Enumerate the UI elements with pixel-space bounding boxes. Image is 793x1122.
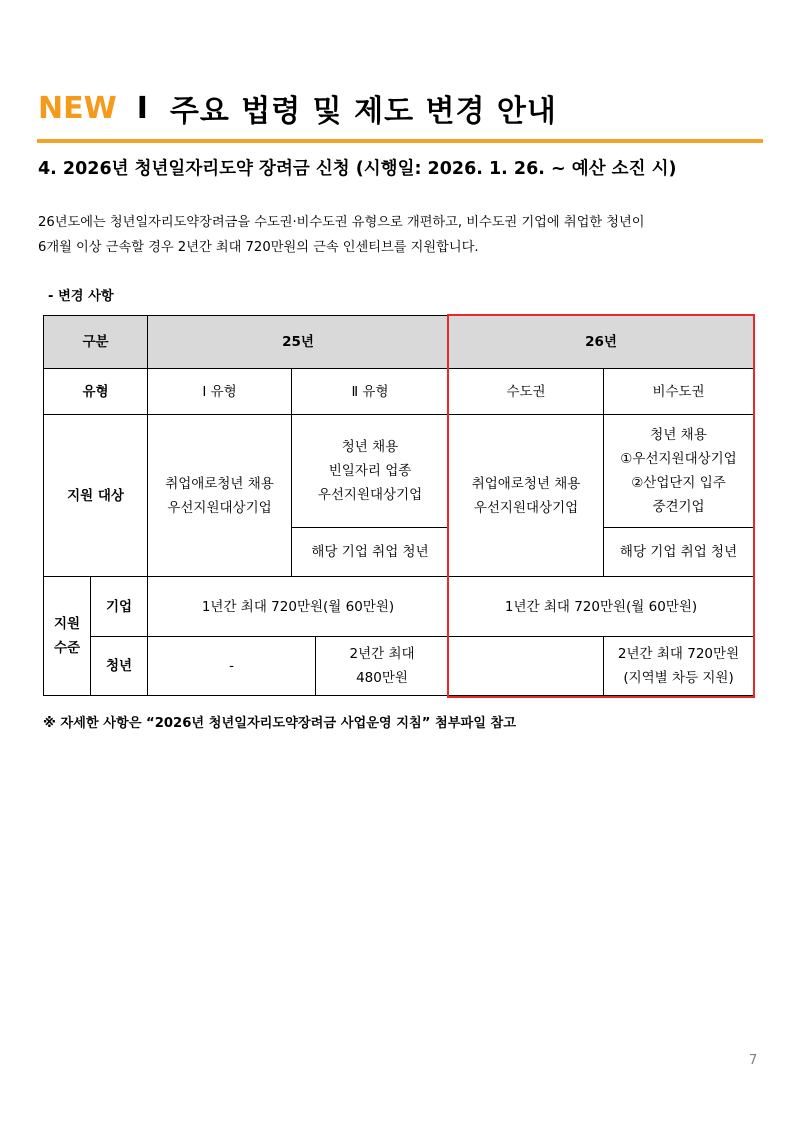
comparison-table — [43, 315, 754, 696]
type-metro: 수도권 — [449, 369, 604, 415]
youth-label: 청년 — [91, 637, 148, 696]
page-title: 주요 법령 및 제도 변경 안내 — [169, 94, 557, 129]
target-type2-line: 우선지원대상기업 — [317, 487, 423, 503]
type-2: Ⅱ 유형 — [292, 369, 449, 415]
support-level-label — [44, 577, 91, 696]
youth-support-metro — [449, 637, 604, 696]
type-1: Ⅰ 유형 — [148, 369, 292, 415]
target-nonmetro-line: ①우선지원대상기업 — [620, 451, 737, 467]
youth-support-type2-line: 2년간 최대 — [349, 646, 415, 662]
youth-support-type2-line: 480만원 — [356, 670, 408, 686]
target-metro — [449, 415, 604, 577]
changes-subheading: - 변경 사항 — [48, 289, 114, 304]
youth-support-nonmetro-line: (지역별 차등 지원) — [623, 670, 734, 686]
company-support-25: 1년간 최대 720만원(월 60만원) — [148, 577, 449, 637]
header-divider — [37, 139, 763, 143]
target-label: 지원 대상 — [44, 415, 148, 577]
target-type1-line: 취업애로청년 채용 — [165, 475, 274, 492]
youth-support-type2 — [316, 637, 449, 696]
page-header — [38, 88, 557, 128]
type-label: 유형 — [44, 369, 148, 415]
youth-support-nonmetro — [604, 637, 754, 696]
intro-paragraph — [38, 210, 758, 260]
support-level-line: 지원 — [53, 616, 81, 632]
section-roman-numeral: Ⅰ — [136, 90, 148, 126]
section-title: 4. 2026년 청년일자리도약 장려금 신청 (시행일: 2026. 1. 26. ~ 예산 소진 시) — [38, 159, 677, 179]
intro-line-1: 26년도에는 청년일자리도약장려금을 수도권·비수도권 유형으로 개편하고, 비수도권 기업에 취업한 청년이 — [38, 215, 645, 230]
company-support-26: 1년간 최대 720만원(월 60만원) — [449, 577, 754, 637]
header-year-25: 25년 — [148, 316, 449, 369]
target-nonmetro-line: 중견기업 — [652, 499, 705, 515]
header-year-26: 26년 — [449, 316, 754, 369]
company-label: 기업 — [91, 577, 148, 637]
target-type1-line: 우선지원대상기업 — [167, 499, 272, 516]
target-type2-line: 빈일자리 업종 — [328, 463, 412, 479]
youth-support-nonmetro-line: 2년간 최대 720만원 — [617, 646, 740, 662]
target-type2-sub: 해당 기업 취업 청년 — [292, 528, 449, 577]
target-metro-line: 취업애로청년 채용 — [471, 475, 581, 492]
new-label: NEW — [38, 90, 117, 126]
target-type2-line: 청년 채용 — [341, 439, 399, 455]
target-nonmetro-line: ②산업단지 입주 — [631, 475, 726, 491]
target-nonmetro-line: 청년 채용 — [650, 427, 707, 443]
target-type1 — [148, 415, 292, 577]
support-level-line: 수준 — [53, 640, 81, 656]
reference-note: ※ 자세한 사항은 “2026년 청년일자리도약장려금 사업운영 지침” 첨부파일 참고 — [43, 716, 517, 731]
target-type2 — [292, 415, 449, 528]
target-nonmetro — [604, 415, 754, 528]
type-nonmetro: 비수도권 — [604, 369, 754, 415]
page-number: 7 — [749, 1053, 758, 1068]
header-category: 구분 — [44, 316, 148, 369]
youth-support-type1: - — [148, 637, 316, 696]
target-nonmetro-sub: 해당 기업 취업 청년 — [604, 528, 754, 577]
target-metro-line: 우선지원대상기업 — [473, 499, 579, 516]
intro-line-2: 6개월 이상 근속할 경우 2년간 최대 720만원의 근속 인센티브를 지원합니다. — [38, 240, 479, 255]
